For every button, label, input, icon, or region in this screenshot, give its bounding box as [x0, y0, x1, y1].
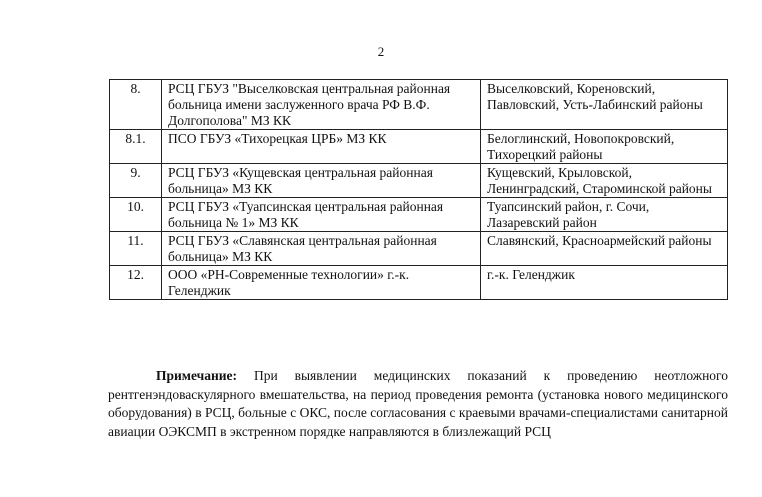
note-label: Примечание: — [156, 368, 238, 383]
page-number: 2 — [377, 44, 385, 59]
row-number: 12. — [110, 266, 162, 300]
row-number: 8. — [110, 80, 162, 130]
note-paragraph — [108, 367, 728, 441]
facility-name: РСЦ ГБУЗ "Выселковская центральная районная больница имени заслуженного врача РФ В.Ф. Долгополова" МЗ КК — [162, 80, 481, 130]
districts: Туапсинский район, г. Сочи, Лазаревский район — [481, 198, 728, 232]
row-number: 11. — [110, 232, 162, 266]
facility-name: РСЦ ГБУЗ «Кущевская центральная районная больница» МЗ КК — [162, 164, 481, 198]
districts: Выселковский, Кореновский, Павловский, Усть-Лабинский районы — [481, 80, 728, 130]
note-text: При выявлении медицинских показаний к проведению неотложного рентгенэндоваскулярного вмешательства, на период проведения ремонта (установка нового медицинского оборудования) в РСЦ, больные с ОКС, после согласования с краевыми врачами-специалистами санитарной авиации ОЭКСМП в экстренном порядке направляются в близлежащий РСЦ — [108, 368, 728, 439]
table-row — [110, 164, 728, 198]
row-number: 10. — [110, 198, 162, 232]
districts: Славянский, Красноармейский районы — [481, 232, 728, 266]
facility-name: РСЦ ГБУЗ «Славянская центральная районная больница» МЗ КК — [162, 232, 481, 266]
facility-name: РСЦ ГБУЗ «Туапсинская центральная районная больница № 1» МЗ КК — [162, 198, 481, 232]
facility-name: ООО «РН-Современные технологии» г.-к. Геленджик — [162, 266, 481, 300]
districts: Кущевский, Крыловской, Ленинградский, Староминской районы — [481, 164, 728, 198]
districts: Белоглинский, Новопокровский, Тихорецкий районы — [481, 130, 728, 164]
row-number: 8.1. — [110, 130, 162, 164]
regional-centers-table — [109, 79, 728, 300]
facility-name: ПСО ГБУЗ «Тихорецкая ЦРБ» МЗ КК — [162, 130, 481, 164]
row-number: 9. — [110, 164, 162, 198]
districts: г.-к. Геленджик — [481, 266, 728, 300]
table-row — [110, 80, 728, 130]
table-row — [110, 198, 728, 232]
table-row — [110, 130, 728, 164]
table-row — [110, 266, 728, 300]
table-row — [110, 232, 728, 266]
